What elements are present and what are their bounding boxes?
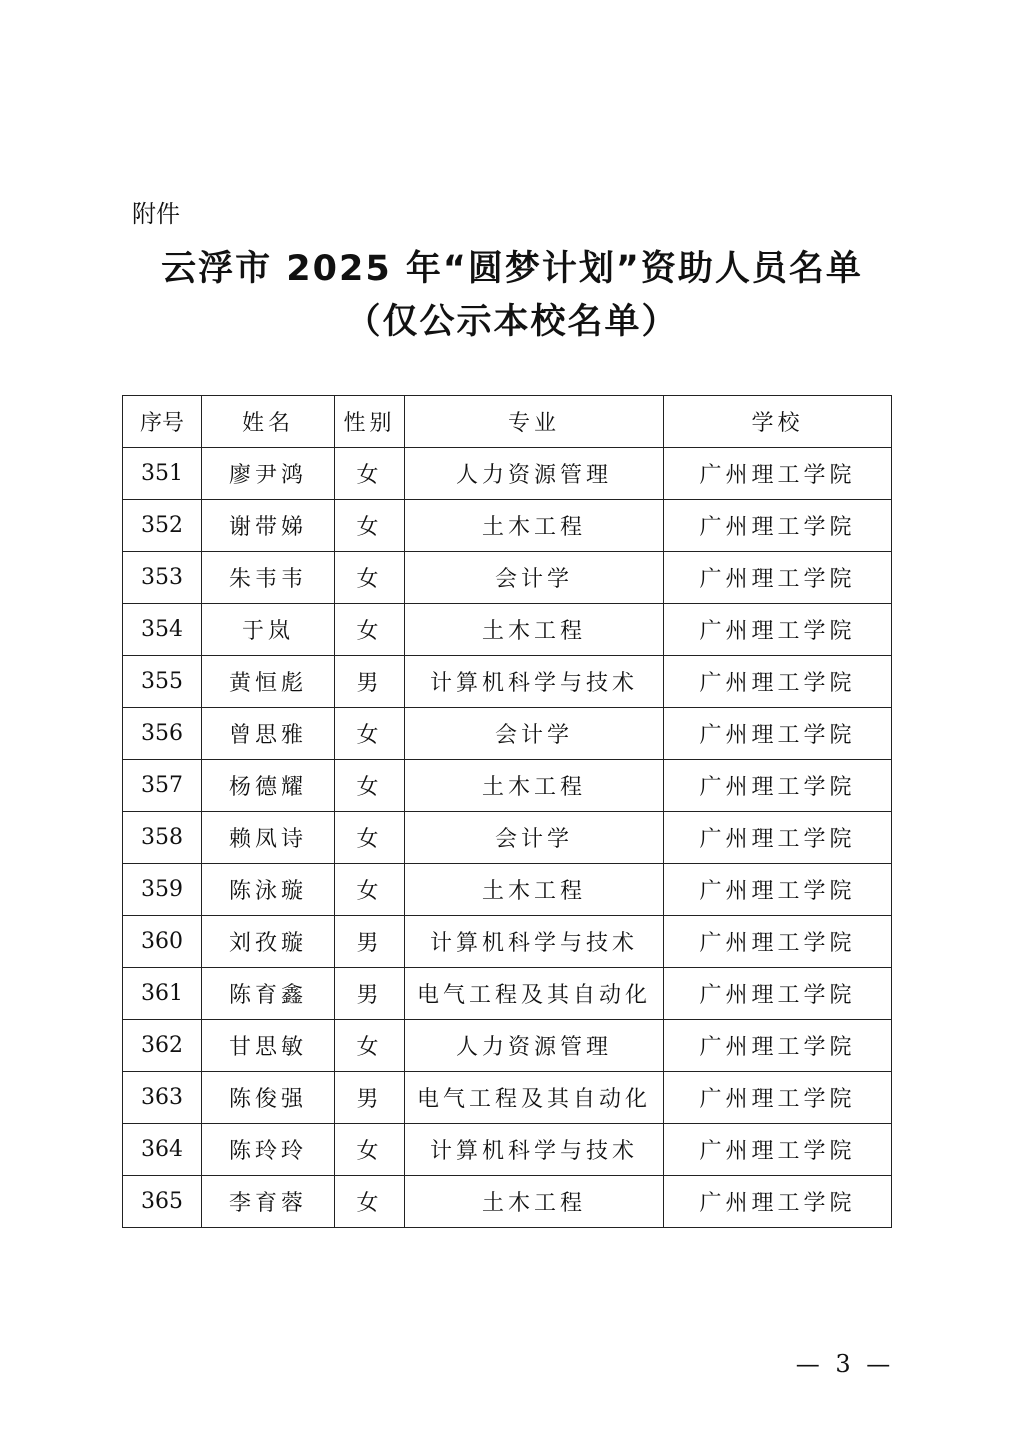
cell-serial-number: 358 [123,812,202,864]
cell-school: 广州理工学院 [664,656,892,708]
cell-school: 广州理工学院 [664,1124,892,1176]
cell-school: 广州理工学院 [664,916,892,968]
table-row [123,604,892,656]
table-row [123,916,892,968]
cell-major: 会计学 [405,812,664,864]
cell-major: 计算机科学与技术 [405,1124,664,1176]
cell-serial-number: 361 [123,968,202,1020]
cell-school: 广州理工学院 [664,968,892,1020]
cell-serial-number: 363 [123,1072,202,1124]
cell-major: 土木工程 [405,604,664,656]
cell-gender: 女 [335,1124,405,1176]
header-gender: 性别 [335,396,405,448]
cell-major: 电气工程及其自动化 [405,968,664,1020]
cell-major: 会计学 [405,552,664,604]
cell-gender: 男 [335,968,405,1020]
cell-gender: 男 [335,916,405,968]
header-name: 姓名 [202,396,335,448]
header-school: 学校 [664,396,892,448]
table-header-row [123,396,892,448]
table-row [123,448,892,500]
cell-name: 廖尹鸿 [202,448,335,500]
cell-serial-number: 352 [123,500,202,552]
cell-major: 人力资源管理 [405,448,664,500]
cell-school: 广州理工学院 [664,812,892,864]
cell-serial-number: 364 [123,1124,202,1176]
cell-major: 会计学 [405,708,664,760]
cell-gender: 女 [335,1020,405,1072]
cell-school: 广州理工学院 [664,1072,892,1124]
cell-serial-number: 357 [123,760,202,812]
cell-gender: 女 [335,812,405,864]
cell-name: 杨德耀 [202,760,335,812]
table-row [123,656,892,708]
cell-gender: 女 [335,864,405,916]
cell-major: 土木工程 [405,864,664,916]
attachment-label: 附件 [132,200,180,228]
cell-gender: 女 [335,552,405,604]
cell-school: 广州理工学院 [664,708,892,760]
cell-serial-number: 354 [123,604,202,656]
cell-major: 计算机科学与技术 [405,656,664,708]
table-row [123,1176,892,1228]
table-row [123,812,892,864]
cell-gender: 女 [335,760,405,812]
table-row [123,552,892,604]
cell-serial-number: 362 [123,1020,202,1072]
cell-name: 黄恒彪 [202,656,335,708]
page-number: — 3 — [795,1350,895,1378]
table-row [123,864,892,916]
cell-name: 谢带娣 [202,500,335,552]
cell-name: 朱韦韦 [202,552,335,604]
cell-school: 广州理工学院 [664,500,892,552]
cell-major: 土木工程 [405,760,664,812]
cell-serial-number: 351 [123,448,202,500]
table-row [123,760,892,812]
title-line-2: （仅公示本校名单） [345,302,679,342]
cell-name: 陈玲玲 [202,1124,335,1176]
cell-school: 广州理工学院 [664,760,892,812]
cell-serial-number: 355 [123,656,202,708]
table-body [123,448,892,1228]
cell-name: 刘孜璇 [202,916,335,968]
cell-name: 甘思敏 [202,1020,335,1072]
cell-major: 土木工程 [405,500,664,552]
cell-gender: 女 [335,500,405,552]
cell-gender: 男 [335,656,405,708]
cell-gender: 女 [335,1176,405,1228]
table-row [123,1072,892,1124]
cell-name: 陈俊强 [202,1072,335,1124]
cell-name: 李育蓉 [202,1176,335,1228]
header-serial-number: 序号 [123,396,202,448]
cell-gender: 女 [335,448,405,500]
cell-name: 赖凤诗 [202,812,335,864]
cell-serial-number: 365 [123,1176,202,1228]
cell-name: 曾思雅 [202,708,335,760]
cell-serial-number: 359 [123,864,202,916]
cell-school: 广州理工学院 [664,1176,892,1228]
table-row [123,708,892,760]
cell-school: 广州理工学院 [664,1020,892,1072]
header-major: 专业 [405,396,664,448]
cell-major: 人力资源管理 [405,1020,664,1072]
cell-major: 土木工程 [405,1176,664,1228]
cell-serial-number: 360 [123,916,202,968]
cell-name: 于岚 [202,604,335,656]
cell-serial-number: 356 [123,708,202,760]
cell-name: 陈泳璇 [202,864,335,916]
cell-gender: 女 [335,604,405,656]
table-row [123,968,892,1020]
title-line-1: 云浮市 2025 年“圆梦计划”资助人员名单 [161,249,863,289]
cell-school: 广州理工学院 [664,604,892,656]
cell-gender: 女 [335,708,405,760]
cell-school: 广州理工学院 [664,552,892,604]
document-title [0,244,1024,350]
table-row [123,1124,892,1176]
funding-recipients-table [122,395,892,1228]
cell-serial-number: 353 [123,552,202,604]
cell-school: 广州理工学院 [664,448,892,500]
cell-major: 电气工程及其自动化 [405,1072,664,1124]
table-row [123,500,892,552]
cell-name: 陈育鑫 [202,968,335,1020]
cell-gender: 男 [335,1072,405,1124]
table-row [123,1020,892,1072]
cell-major: 计算机科学与技术 [405,916,664,968]
cell-school: 广州理工学院 [664,864,892,916]
